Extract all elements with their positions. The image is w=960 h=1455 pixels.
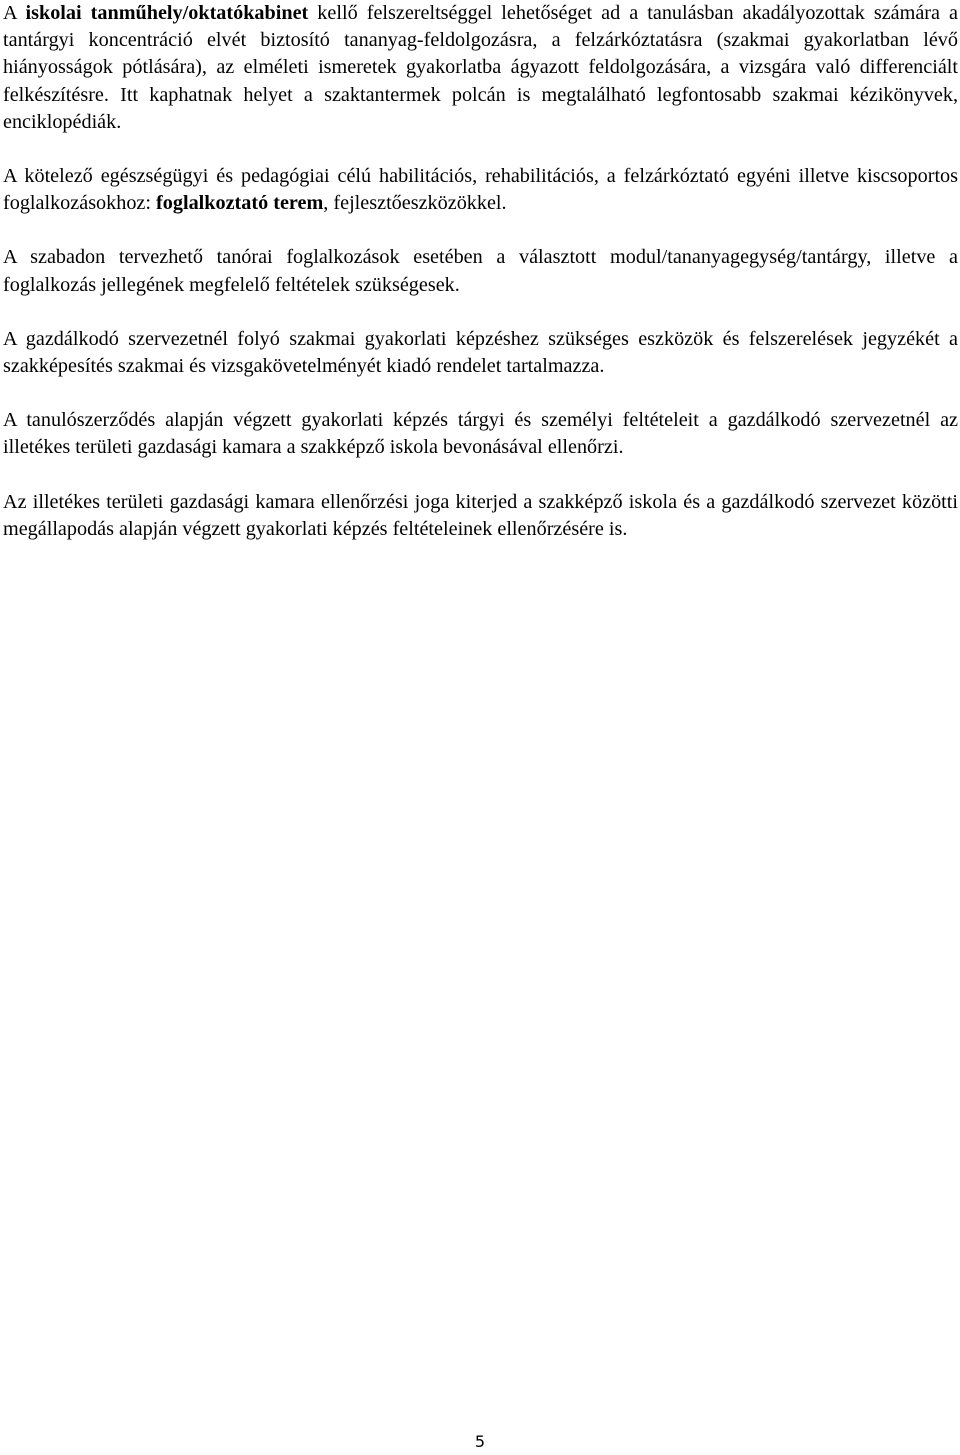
paragraph-segment: A kötelező egészségügyi és pedagógiai célú habilitációs, rehabilitációs, a felzárkóztató egyéni illetve kiscsoportos foglalkozásokhoz: [3, 165, 958, 215]
paragraph-segment: kellő felszereltséggel lehetőséget ad a tanulásban akadályozottak számára a tantárgyi koncentráció elvét biztosító tananyag-feldolgozásra, a felzárkóztatásra (szakmai gyakorlatban lévő hiányosságok pótlására), az elméleti ismeretek gyakorlatba ágyazott feldolgozására, a vizsgára való differenciált felkészítésre. Itt kaphatnak helyet a szaktantermek polcán is megtalálható legfontosabb szakmai kézikönyvek, enciklopédiák. [3, 2, 958, 133]
paragraph-segment: Az illetékes területi gazdasági kamara ellenőrzési joga kiterjed a szakképző iskola és a gazdálkodó szervezet közötti megállapodás alapján végzett gyakorlati képzés feltételeinek ellenőrzésére is. [3, 490, 958, 540]
paragraph-chamber-control [3, 489, 958, 543]
paragraph-equipment-list [3, 326, 958, 380]
paragraph-segment: A szabadon tervezhető tanórai foglalkozások esetében a választott modul/tananyagegység/tantárgy, illetve a foglalkozás jellegének megfelelő feltételek szükségesek. [3, 246, 958, 296]
paragraph-segment: A [3, 2, 26, 24]
paragraph-workshop [3, 0, 958, 136]
paragraph-segment: , fejlesztőeszközökkel. [323, 192, 507, 215]
paragraph-segment-bold: iskolai tanműhely/oktatókabinet [25, 2, 309, 24]
paragraph-mandatory-sessions [3, 163, 958, 217]
page-number: 5 [474, 1432, 486, 1451]
document-body [3, 0, 958, 543]
paragraph-free-sessions [3, 244, 958, 298]
paragraph-contract-conditions [3, 407, 958, 461]
paragraph-segment: A gazdálkodó szervezetnél folyó szakmai gyakorlati képzéshez szükséges eszközök és felszerelések jegyzékét a szakképesítés szakmai és vizsgakövetelményét kiadó rendelet tartalmazza. [3, 327, 958, 378]
paragraph-segment-bold: foglalkoztató terem [156, 192, 324, 215]
paragraph-segment: A tanulószerződés alapján végzett gyakorlati képzés tárgyi és személyi feltételeit a gazdálkodó szervezetnél az illetékes területi gazdasági kamara a szakképző iskola bevonásával ellenőrzi. [3, 409, 958, 459]
